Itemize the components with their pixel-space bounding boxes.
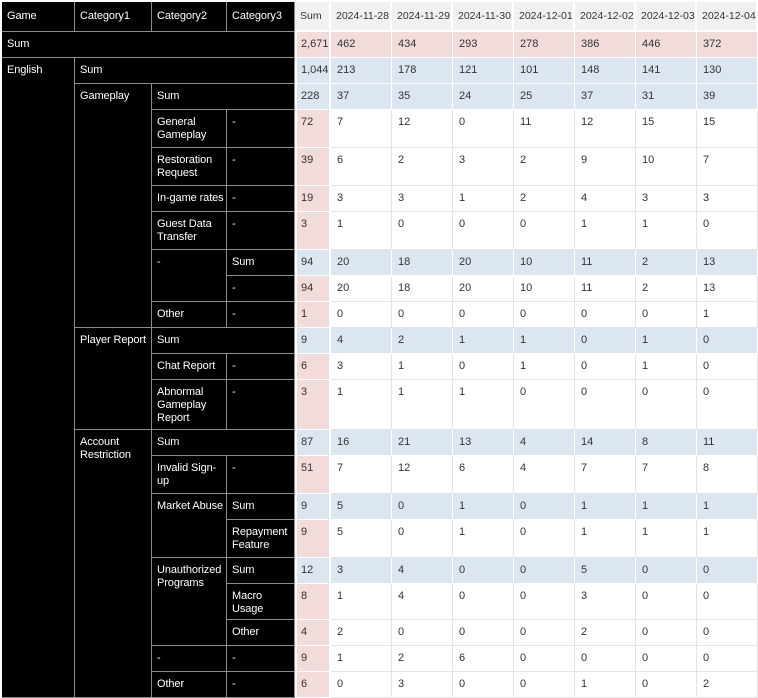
column-header-date: 2024-11-30 — [453, 2, 514, 32]
value-cell: 0 — [514, 520, 575, 558]
value-cell: 178 — [392, 58, 453, 84]
sum-cell: 9 — [295, 520, 331, 558]
value-cell: 37 — [575, 84, 636, 110]
value-cell: 1 — [331, 380, 392, 430]
pivot-table — [2, 2, 758, 698]
category-cell: Sum — [227, 558, 295, 584]
value-cell: 2 — [636, 250, 697, 276]
value-cell: 4 — [392, 584, 453, 620]
value-cell: 1 — [331, 212, 392, 250]
sum-cell: 3 — [295, 380, 331, 430]
value-cell: 12 — [575, 110, 636, 148]
category-cell: Guest Data Transfer — [152, 212, 227, 250]
category-cell: - — [152, 646, 227, 672]
value-cell: 37 — [331, 84, 392, 110]
column-header-date: 2024-11-29 — [392, 2, 453, 32]
value-cell: 0 — [514, 672, 575, 698]
value-cell: 7 — [636, 456, 697, 494]
value-cell: 20 — [331, 250, 392, 276]
column-header-date: 2024-12-01 — [514, 2, 575, 32]
value-cell: 3 — [331, 354, 392, 380]
value-cell: 1 — [636, 354, 697, 380]
column-header-category3: Category3 — [227, 2, 295, 32]
category-cell: Sum — [152, 430, 295, 456]
value-cell: 1 — [514, 354, 575, 380]
value-cell: 16 — [331, 430, 392, 456]
value-cell: 5 — [331, 494, 392, 520]
table-row — [2, 84, 758, 110]
value-cell: 0 — [453, 110, 514, 148]
category-cell: - — [227, 276, 295, 302]
category-cell: Abnormal Gameplay Report — [152, 380, 227, 430]
category-cell: Sum — [227, 494, 295, 520]
value-cell: 0 — [514, 646, 575, 672]
header-row — [2, 2, 758, 32]
value-cell: 2 — [514, 148, 575, 186]
value-cell: 31 — [636, 84, 697, 110]
value-cell: 3 — [392, 672, 453, 698]
value-cell: 18 — [392, 276, 453, 302]
category-cell: Gameplay — [75, 84, 152, 328]
sum-cell: 3 — [295, 212, 331, 250]
table-row — [2, 32, 758, 58]
category-cell: Invalid Sign-up — [152, 456, 227, 494]
value-cell: 39 — [697, 84, 758, 110]
column-header-sum: Sum — [295, 2, 331, 32]
sum-cell: 4 — [295, 620, 331, 646]
value-cell: 2 — [575, 620, 636, 646]
value-cell: 2 — [636, 276, 697, 302]
category-cell: English — [2, 58, 75, 698]
value-cell: 3 — [575, 584, 636, 620]
value-cell: 0 — [453, 672, 514, 698]
value-cell: 1 — [331, 584, 392, 620]
value-cell: 4 — [514, 456, 575, 494]
value-cell: 7 — [697, 148, 758, 186]
category-cell: - — [227, 380, 295, 430]
sum-cell: 9 — [295, 494, 331, 520]
value-cell: 9 — [575, 148, 636, 186]
category-cell: Sum — [75, 58, 295, 84]
value-cell: 0 — [636, 558, 697, 584]
sum-cell: 1 — [295, 302, 331, 328]
sum-cell: 2,671 — [295, 32, 331, 58]
value-cell: 1 — [392, 354, 453, 380]
value-cell: 372 — [697, 32, 758, 58]
sum-cell: 6 — [295, 672, 331, 698]
value-cell: 3 — [636, 186, 697, 212]
category-cell: Chat Report — [152, 354, 227, 380]
value-cell: 2 — [331, 620, 392, 646]
value-cell: 3 — [331, 558, 392, 584]
value-cell: 8 — [697, 456, 758, 494]
value-cell: 2 — [392, 328, 453, 354]
value-cell: 11 — [575, 250, 636, 276]
value-cell: 1 — [453, 520, 514, 558]
value-cell: 1 — [453, 186, 514, 212]
sum-cell: 39 — [295, 148, 331, 186]
value-cell: 4 — [331, 328, 392, 354]
sum-cell: 8 — [295, 584, 331, 620]
sum-cell: 94 — [295, 250, 331, 276]
value-cell: 0 — [392, 620, 453, 646]
value-cell: 0 — [636, 672, 697, 698]
category-cell: Other — [227, 620, 295, 646]
value-cell: 1 — [575, 672, 636, 698]
value-cell: 141 — [636, 58, 697, 84]
value-cell: 1 — [453, 494, 514, 520]
category-cell: - — [227, 672, 295, 698]
value-cell: 1 — [575, 520, 636, 558]
value-cell: 0 — [453, 620, 514, 646]
value-cell: 35 — [392, 84, 453, 110]
category-cell: Other — [152, 672, 227, 698]
value-cell: 1 — [636, 494, 697, 520]
value-cell: 0 — [636, 302, 697, 328]
value-cell: 18 — [392, 250, 453, 276]
category-cell: Other — [152, 302, 227, 328]
value-cell: 12 — [392, 456, 453, 494]
value-cell: 1 — [636, 520, 697, 558]
value-cell: 101 — [514, 58, 575, 84]
value-cell: 1 — [514, 328, 575, 354]
value-cell: 0 — [636, 584, 697, 620]
category-cell: Sum — [152, 84, 295, 110]
value-cell: 3 — [392, 186, 453, 212]
value-cell: 0 — [697, 558, 758, 584]
value-cell: 2 — [514, 186, 575, 212]
value-cell: 0 — [575, 646, 636, 672]
value-cell: 0 — [392, 494, 453, 520]
value-cell: 1 — [575, 494, 636, 520]
value-cell: 0 — [697, 620, 758, 646]
value-cell: 0 — [453, 212, 514, 250]
category-cell: - — [227, 302, 295, 328]
value-cell: 0 — [392, 302, 453, 328]
value-cell: 0 — [697, 328, 758, 354]
value-cell: 7 — [575, 456, 636, 494]
value-cell: 4 — [514, 430, 575, 456]
column-header-date: 2024-11-28 — [331, 2, 392, 32]
sum-cell: 72 — [295, 110, 331, 148]
value-cell: 6 — [453, 646, 514, 672]
table-row — [2, 58, 758, 84]
value-cell: 4 — [392, 558, 453, 584]
category-cell: - — [227, 148, 295, 186]
sum-cell: 87 — [295, 430, 331, 456]
category-cell: - — [227, 646, 295, 672]
value-cell: 20 — [453, 250, 514, 276]
value-cell: 0 — [575, 328, 636, 354]
value-cell: 7 — [331, 456, 392, 494]
value-cell: 0 — [636, 380, 697, 430]
value-cell: 0 — [331, 302, 392, 328]
value-cell: 213 — [331, 58, 392, 84]
value-cell: 1 — [331, 646, 392, 672]
column-header-game: Game — [2, 2, 75, 32]
value-cell: 1 — [697, 302, 758, 328]
value-cell: 5 — [331, 520, 392, 558]
value-cell: 0 — [575, 380, 636, 430]
value-cell: 0 — [453, 558, 514, 584]
value-cell: 121 — [453, 58, 514, 84]
table-body — [2, 32, 758, 698]
category-cell: In-game rates — [152, 186, 227, 212]
value-cell: 0 — [514, 212, 575, 250]
value-cell: 130 — [697, 58, 758, 84]
sum-cell: 19 — [295, 186, 331, 212]
value-cell: 0 — [697, 584, 758, 620]
value-cell: 14 — [575, 430, 636, 456]
value-cell: 1 — [636, 328, 697, 354]
value-cell: 2 — [697, 672, 758, 698]
value-cell: 434 — [392, 32, 453, 58]
category-cell: Unauthorized Programs — [152, 558, 227, 646]
value-cell: 11 — [697, 430, 758, 456]
value-cell: 0 — [697, 646, 758, 672]
table-row — [2, 430, 758, 456]
column-header-category2: Category2 — [152, 2, 227, 32]
value-cell: 7 — [331, 110, 392, 148]
value-cell: 1 — [453, 380, 514, 430]
value-cell: 13 — [697, 276, 758, 302]
value-cell: 0 — [575, 354, 636, 380]
value-cell: 1 — [697, 520, 758, 558]
category-cell: Restoration Request — [152, 148, 227, 186]
category-cell: - — [227, 354, 295, 380]
category-cell: Account Restriction — [75, 430, 152, 698]
sum-cell: 12 — [295, 558, 331, 584]
value-cell: 5 — [575, 558, 636, 584]
value-cell: 1 — [453, 328, 514, 354]
table-row — [2, 328, 758, 354]
value-cell: 1 — [636, 212, 697, 250]
sum-cell: 9 — [295, 328, 331, 354]
value-cell: 0 — [697, 354, 758, 380]
value-cell: 278 — [514, 32, 575, 58]
value-cell: 462 — [331, 32, 392, 58]
sum-cell: 1,044 — [295, 58, 331, 84]
value-cell: 15 — [636, 110, 697, 148]
value-cell: 2 — [392, 646, 453, 672]
value-cell: 386 — [575, 32, 636, 58]
category-cell: - — [227, 110, 295, 148]
category-cell: General Gameplay — [152, 110, 227, 148]
value-cell: 0 — [453, 584, 514, 620]
category-cell: - — [227, 212, 295, 250]
value-cell: 0 — [514, 302, 575, 328]
value-cell: 0 — [514, 494, 575, 520]
value-cell: 25 — [514, 84, 575, 110]
category-cell: Repayment Feature — [227, 520, 295, 558]
sum-cell: 94 — [295, 276, 331, 302]
category-cell: Sum — [2, 32, 295, 58]
value-cell: 0 — [697, 380, 758, 430]
category-cell: Player Report — [75, 328, 152, 430]
column-header-category1: Category1 — [75, 2, 152, 32]
sum-cell: 6 — [295, 354, 331, 380]
column-header-date: 2024-12-02 — [575, 2, 636, 32]
value-cell: 3 — [697, 186, 758, 212]
value-cell: 6 — [453, 456, 514, 494]
value-cell: 148 — [575, 58, 636, 84]
sum-cell: 51 — [295, 456, 331, 494]
value-cell: 0 — [697, 212, 758, 250]
value-cell: 3 — [453, 148, 514, 186]
value-cell: 11 — [575, 276, 636, 302]
column-header-date: 2024-12-04 — [697, 2, 758, 32]
value-cell: 293 — [453, 32, 514, 58]
value-cell: 0 — [453, 354, 514, 380]
column-header-date: 2024-12-03 — [636, 2, 697, 32]
category-cell: - — [227, 456, 295, 494]
value-cell: 0 — [453, 302, 514, 328]
value-cell: 0 — [392, 520, 453, 558]
value-cell: 0 — [514, 558, 575, 584]
value-cell: 0 — [636, 646, 697, 672]
value-cell: 0 — [514, 584, 575, 620]
value-cell: 12 — [392, 110, 453, 148]
value-cell: 0 — [514, 620, 575, 646]
value-cell: 0 — [514, 380, 575, 430]
value-cell: 15 — [697, 110, 758, 148]
value-cell: 10 — [514, 250, 575, 276]
value-cell: 20 — [331, 276, 392, 302]
value-cell: 0 — [575, 302, 636, 328]
value-cell: 0 — [392, 212, 453, 250]
value-cell: 4 — [575, 186, 636, 212]
category-cell: Macro Usage — [227, 584, 295, 620]
value-cell: 1 — [575, 212, 636, 250]
category-cell: Market Abuse — [152, 494, 227, 558]
category-cell: Sum — [227, 250, 295, 276]
value-cell: 10 — [636, 148, 697, 186]
category-cell: - — [152, 250, 227, 302]
value-cell: 6 — [331, 148, 392, 186]
sum-cell: 228 — [295, 84, 331, 110]
value-cell: 8 — [636, 430, 697, 456]
value-cell: 2 — [392, 148, 453, 186]
value-cell: 21 — [392, 430, 453, 456]
value-cell: 0 — [331, 672, 392, 698]
value-cell: 3 — [331, 186, 392, 212]
sum-cell: 9 — [295, 646, 331, 672]
value-cell: 20 — [453, 276, 514, 302]
value-cell: 0 — [636, 620, 697, 646]
value-cell: 446 — [636, 32, 697, 58]
value-cell: 24 — [453, 84, 514, 110]
value-cell: 11 — [514, 110, 575, 148]
value-cell: 13 — [453, 430, 514, 456]
value-cell: 13 — [697, 250, 758, 276]
value-cell: 1 — [697, 494, 758, 520]
category-cell: Sum — [152, 328, 295, 354]
value-cell: 10 — [514, 276, 575, 302]
category-cell: - — [227, 186, 295, 212]
value-cell: 1 — [392, 380, 453, 430]
